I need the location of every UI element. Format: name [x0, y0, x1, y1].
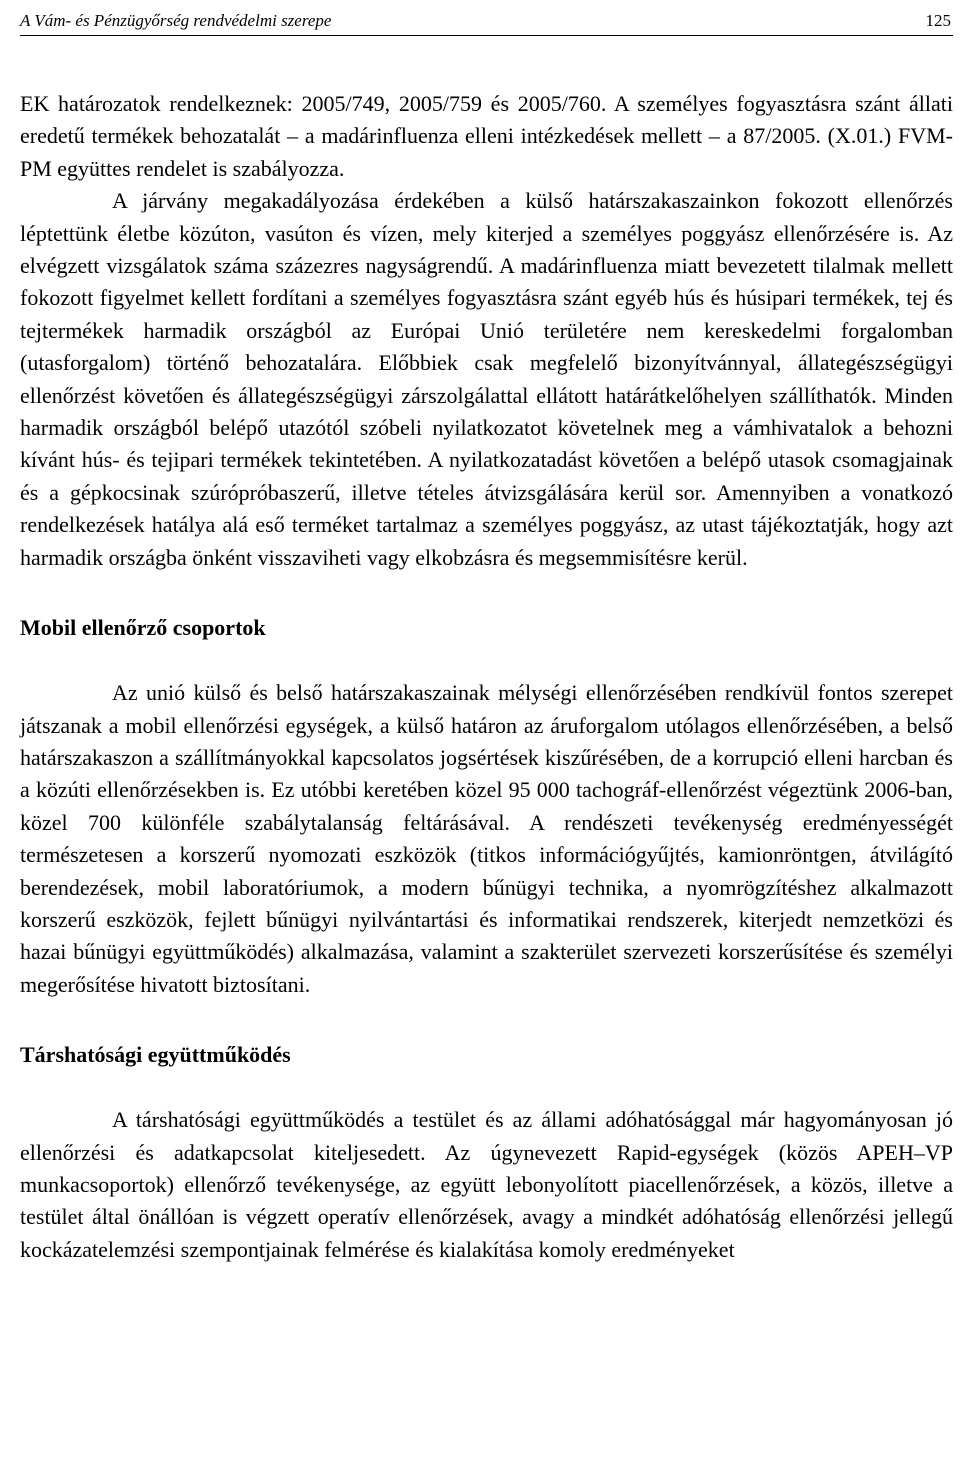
page-number: 125 [925, 11, 951, 30]
document-page [20, 0, 953, 1266]
paragraph-ek-hatarozatok: EK határozatok rendelkeznek: 2005/749, 2005/759 és 2005/760. A személyes fogyasztásra szánt állati eredetű termékek behozatalát – a madárinfluenza elleni intézkedések mellett – a 87/2005. (X.01.) FVM-PM együttes rendelet is szabályozza. [20, 91, 953, 181]
header-title: A Vám- és Pénzügyőrség rendvédelmi szerepe [20, 11, 332, 30]
paragraph-tarshatosagi: A társhatósági együttműködés a testület és az állami adóhatósággal már hagyományosan jó ellenőrzési és adatkapcsolat kiteljesedett. Az úgynevezett Rapid-egységek (közös APEH–VP munkacsoportok) ellenőrző tevékenysége, az együtt lebonyolított piacellenőrzések, a közös, illetve a testület által önállóan is végzett operatív ellenőrzések, avagy a mindkét adóhatóság ellenőrzési jellegű kockázatelemzési szempontjainak felmérése és kialakítása komoly eredményeket [20, 1107, 953, 1262]
section-heading-tarshatosagi: Társhatósági együttműködés [20, 1042, 291, 1068]
running-header [20, 0, 953, 36]
document-body [20, 88, 953, 1266]
paragraph-jarvany: A járvány megakadályozása érdekében a külső határszakaszainkon fokozott ellenőrzés léptettünk életbe közúton, vasúton és vízen, mely kiterjed a személyes poggyász ellenőrzésére is. Az elvégzett vizsgálatok száma százezres nagyságrendű. A madárinfluenza miatt bevezetett tilalmak mellett fokozott figyelmet kellett fordítani a személyes fogyasztásra szánt egyéb hús és húsipari termékek, tej és tejtermékek harmadik országból az Európai Unió területére nem kereskedelmi forgalomban (utasforgalom) történő behozatalára. Előbbiek csak megfelelő bizonyítvánnyal, állategészségügyi ellenőrzést követően és állategészségügyi zárszolgálattal ellátott határátkelőhelyen szállíthatók. Minden harmadik országból belépő utazótól szóbeli nyilatkozatot követelnek meg a vámhivatalok a behozni kívánt hús- és tejipari termékek tekintetében. A nyilatkozatadást követően a belépő utasok csomagjainak és a gépkocsinak szúrópróbaszerű, illetve tételes átvizsgálására kerül sor. Amennyiben a vonatkozó rendelkezések hatálya alá eső terméket tartalmaz a személyes poggyász, az utast tájékoztatják, hogy azt harmadik országba önként visszaviheti vagy elkobzásra és megsemmisítésre kerül. [20, 188, 953, 570]
paragraph-mobil: Az unió külső és belső határszakaszainak mélységi ellenőrzésében rendkívül fontos szerepet játszanak a mobil ellenőrzési egységek, a külső határon az áruforgalom utólagos ellenőrzésében, a belső határszakaszon a szállítmányokkal kapcsolatos jogsértések kiszűrésében, de a korrupció elleni harcban és a közúti ellenőrzésekben is. Ez utóbbi keretében közel 95 000 tachográf-ellenőrzést végeztünk 2006-ban, közel 700 különféle szabálytalanság feltárásával. A rendészeti tevékenység eredményességét természetesen a korszerű nyomozati eszközök (titkos információgyűjtés, kamionröntgen, átvilágító berendezések, mobil laboratóriumok, a modern bűnügyi technika, a nyomrögzítéshez alkalmazott korszerű eszközök, fejlett bűnügyi nyilvántartási és informatikai rendszerek, kiterjedt nemzetközi és hazai bűnügyi együttműködés) alkalmazása, valamint a szakterület szervezeti korszerűsítése és személyi megerősítése hivatott biztosítani. [20, 680, 953, 997]
section-heading-mobil: Mobil ellenőrző csoportok [20, 615, 266, 641]
